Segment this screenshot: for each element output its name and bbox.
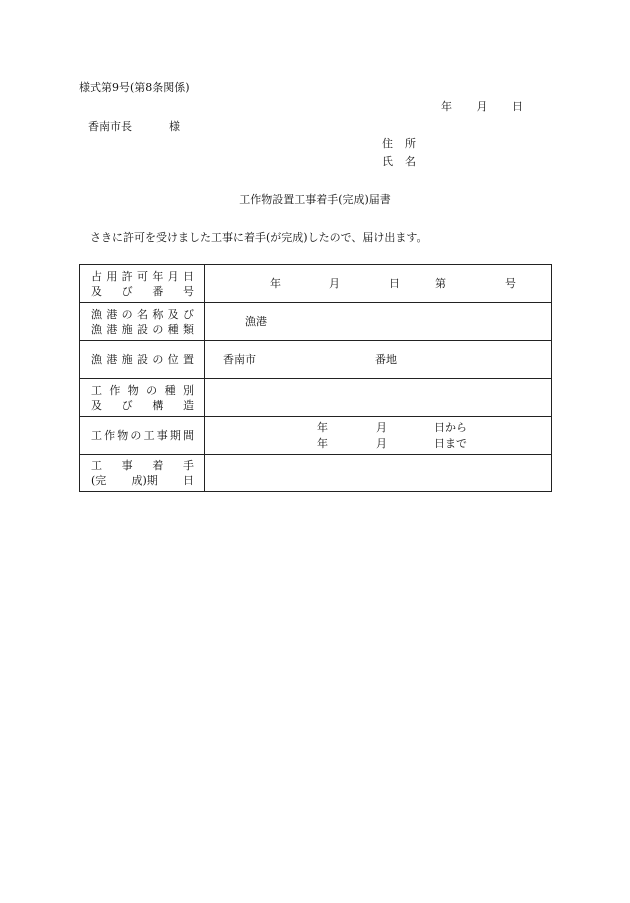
label-char: 事 (156, 429, 168, 442)
label-char: 成)期 (131, 474, 158, 487)
label-char: 漁 (91, 353, 102, 366)
row-label (80, 455, 204, 491)
row-value (205, 417, 551, 454)
period-to-year: 年 (317, 437, 328, 450)
label-char: 施 (121, 353, 133, 366)
row-value-cell[interactable] (205, 455, 552, 492)
date-line (441, 101, 523, 112)
label-char: 日 (183, 474, 194, 487)
label-char: び (121, 398, 133, 412)
label-char: 及 (91, 284, 102, 298)
addressee-honorific: 様 (169, 120, 180, 133)
row-value-cell[interactable] (205, 303, 552, 341)
row-value-cell[interactable] (205, 417, 552, 455)
label-char: 物 (127, 383, 139, 397)
permit-go: 号 (505, 277, 516, 290)
label-char: の (121, 307, 133, 321)
table-row (80, 303, 552, 341)
label-char: 期 (169, 429, 181, 442)
fishing-port-text: 漁港 (245, 315, 267, 328)
label-char: 工 (91, 429, 102, 442)
row-label (80, 265, 204, 302)
label-char: 造 (182, 398, 194, 412)
label-char: 作 (109, 383, 121, 397)
location-banchi: 番地 (375, 353, 397, 366)
label-char: 及 (91, 398, 102, 412)
label-line (91, 428, 194, 443)
row-label-cell (80, 417, 205, 455)
address-label-char: 所 (405, 137, 416, 150)
label-char: 種 (167, 322, 179, 336)
label-line (91, 398, 194, 413)
label-char: 間 (182, 429, 194, 442)
label-char: 工 (143, 429, 155, 442)
label-line (91, 473, 194, 488)
label-char: 月 (167, 269, 179, 283)
application-table (79, 264, 552, 492)
label-char: 手 (182, 459, 194, 472)
body-text: さきに許可を受けました工事に着手(が完成)したので、届け出ます。 (90, 231, 428, 244)
label-char: の (152, 322, 164, 336)
label-char: 位 (167, 353, 179, 366)
label-line (91, 352, 194, 367)
label-char: び (121, 284, 133, 298)
label-char: 作 (104, 429, 116, 442)
row-value (205, 455, 551, 491)
permit-day: 日 (389, 277, 400, 290)
row-label (80, 341, 204, 378)
address-label (382, 138, 416, 149)
row-label-cell (80, 265, 205, 303)
label-char: 漁 (91, 307, 102, 321)
row-value (205, 341, 551, 378)
name-label (382, 156, 416, 167)
addressee (88, 121, 180, 132)
table-row (80, 417, 552, 455)
label-char: の (130, 429, 142, 442)
label-char: 番 (152, 284, 164, 298)
table-row (80, 455, 552, 492)
label-char: 許 (121, 269, 133, 283)
label-char: 用 (106, 269, 118, 283)
row-value (205, 303, 551, 340)
label-line (91, 284, 194, 299)
name-label-char: 氏 (382, 155, 393, 168)
name-label-char: 名 (405, 155, 416, 168)
label-char: 類 (182, 322, 194, 336)
label-char: 工 (91, 383, 102, 397)
period-from-month: 月 (376, 421, 387, 434)
label-char: 着 (152, 459, 164, 472)
table-row (80, 265, 552, 303)
permit-dai: 第 (435, 277, 446, 290)
row-value (205, 379, 551, 416)
permit-month: 月 (329, 277, 340, 290)
label-char: び (182, 307, 194, 321)
label-char: 及 (167, 307, 179, 321)
label-char: 占 (91, 269, 102, 283)
label-char: 港 (106, 353, 118, 366)
row-label (80, 379, 204, 416)
row-label-cell (80, 303, 205, 341)
row-value-cell[interactable] (205, 341, 552, 379)
permit-year: 年 (270, 277, 281, 290)
label-char: の (152, 353, 164, 366)
label-line (91, 322, 194, 337)
label-char: 可 (136, 269, 148, 283)
period-to-month: 月 (376, 437, 387, 450)
label-char: 漁 (91, 322, 102, 336)
row-label (80, 417, 204, 454)
date-month: 月 (476, 100, 488, 113)
label-char: 港 (106, 307, 118, 321)
label-char: 工 (91, 459, 102, 472)
label-char: 号 (182, 284, 194, 298)
label-line (91, 458, 194, 473)
row-value-cell[interactable] (205, 379, 552, 417)
row-label (80, 303, 204, 340)
address-label-char: 住 (382, 137, 393, 150)
label-char: 設 (136, 322, 148, 336)
period-from-day: 日から (434, 421, 467, 434)
table-row (80, 341, 552, 379)
label-char: の (146, 383, 158, 397)
row-value (205, 265, 551, 302)
location-city: 香南市 (223, 353, 256, 366)
label-char: 構 (152, 398, 164, 412)
label-char: 物 (117, 429, 129, 442)
form-number: 様式第9号(第8条関係) (79, 81, 190, 94)
label-char: 港 (106, 322, 118, 336)
label-line (91, 383, 194, 398)
label-char: 別 (182, 383, 194, 397)
period-from-year: 年 (317, 421, 328, 434)
date-year: 年 (441, 100, 452, 113)
period-to-day: 日まで (434, 437, 467, 450)
label-char: 称 (152, 307, 164, 321)
label-char: 設 (136, 353, 148, 366)
date-day: 日 (512, 100, 523, 113)
addressee-name: 香南市長 (88, 120, 132, 133)
row-label-cell (80, 341, 205, 379)
label-char: 名 (136, 307, 148, 321)
label-line (91, 269, 194, 284)
row-label-cell (80, 379, 205, 417)
label-char: 年 (152, 269, 164, 283)
label-char: 施 (121, 322, 133, 336)
label-line (91, 307, 194, 322)
label-char: (完 (91, 474, 107, 487)
document-title: 工作物設置工事着手(完成)届書 (239, 193, 391, 206)
label-char: 事 (121, 459, 133, 472)
label-char: 置 (182, 353, 194, 366)
table-row (80, 379, 552, 417)
label-char: 日 (182, 269, 194, 283)
row-value-cell[interactable] (205, 265, 552, 303)
label-char: 種 (164, 383, 176, 397)
row-label-cell (80, 455, 205, 492)
